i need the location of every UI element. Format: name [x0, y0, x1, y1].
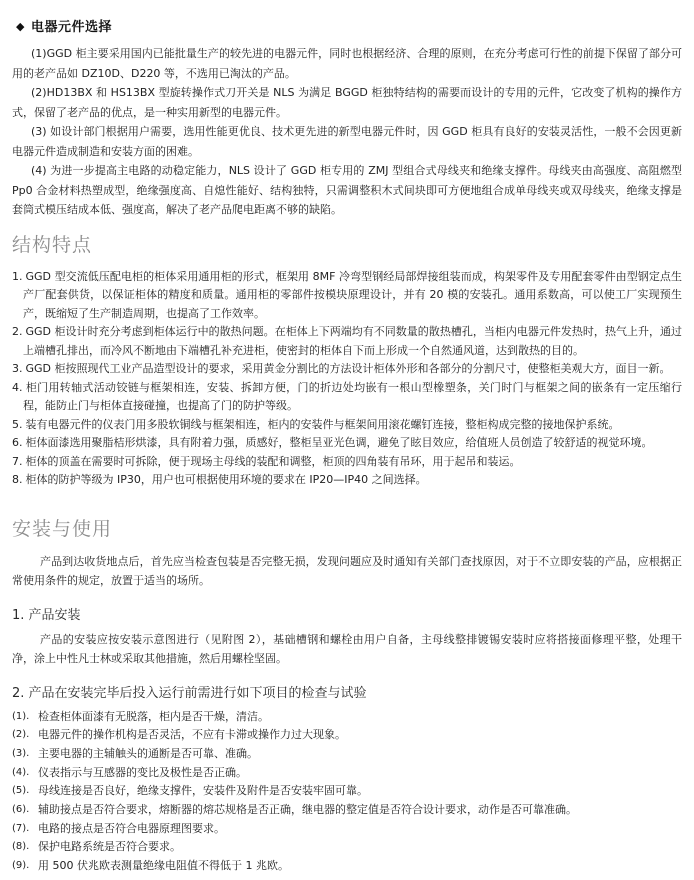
check-item-9 — [12, 857, 682, 876]
check-number: (9). — [12, 860, 30, 872]
feature-number: 6. — [12, 436, 23, 449]
subheading-pre-operation-checks: 2. 产品在安装完毕后投入运行前需进行如下项目的检查与试验 — [12, 685, 367, 701]
check-item-3 — [12, 745, 682, 764]
diamond-bullet-icon: ◆ — [16, 20, 25, 33]
feature-item-8 — [12, 471, 682, 490]
check-number: (6). — [12, 804, 30, 816]
feature-item-4 — [12, 379, 682, 416]
check-number: (1). — [12, 710, 30, 722]
feature-number: 4. — [12, 380, 23, 394]
component-paragraph-1: (1)GGD 柜主要采用国内已能批量生产的较先进的电器元件，同时也根据经济、合理的原则，在充分考虑可行性的前提下保留了部分可用的老产品如 DZ10D、D220 等，不选用已淘汰的产品。 — [12, 47, 682, 80]
feature-text: 装有电器元件的仪表门用多股软铜线与框架相连，柜内的安装件与框架间用滚花螺钉连接，整柜构成完整的接地保护系统。 — [25, 417, 620, 431]
check-number: (3). — [12, 747, 30, 759]
install-intro-paragraph: 产品到达收货地点后，首先应当检查包装是否完整无损，发现问题应及时通知有关部门查找原因，对于不立即安装的产品，应根据正常使用条件的规定，放置于适当的场所。 — [12, 554, 682, 587]
feature-number: 5. — [12, 417, 23, 431]
section-heading-install: 安装与使用 — [12, 517, 113, 540]
component-paragraph-3: (3) 如设计部门根据用户需要，选用性能更优良、技术更先进的新型电器元件时，因 GGD 柜具有良好的安装灵活性，一般不会因更新电器元件造成制造和安装方面的困难。 — [12, 125, 682, 158]
check-item-5 — [12, 782, 682, 801]
feature-text: GGD 柜设计时充分考虑到柜体运行中的散热问题。在柜体上下两端均有不同数量的散热槽孔，当柜内电器元件发热时，热气上升，通过上端槽孔排出，而冷风不断地由下端槽孔补充进柜，使密封的柜体自下而上形成一个自然通风道，达到散热的目的。 — [23, 325, 682, 357]
check-number: (7). — [12, 822, 30, 834]
check-text: 仪表指示与互感器的变比及极性是否正确。 — [38, 765, 247, 779]
feature-item-2 — [12, 323, 682, 360]
check-text: 电器元件的操作机构是否灵活，不应有卡滞或操作力过大现象。 — [38, 728, 346, 742]
feature-text: 柜体的顶盖在需要时可拆除，便于现场主母线的装配和调整，柜顶的四角装有吊环，用于起吊和装运。 — [25, 454, 521, 468]
install-procedure-paragraph: 产品的安装应按安装示意图进行（见附图 2），基础槽钢和螺栓由用户自备，主母线整排镀锡安装时应将搭接面修理平整，处理干净，涂上中性凡士林或采取其他措施，然后用螺栓坚固。 — [12, 632, 682, 665]
feature-number: 1. — [12, 269, 23, 283]
check-number: (2). — [12, 729, 30, 741]
check-item-1 — [12, 708, 682, 727]
feature-number: 2. — [12, 325, 23, 338]
feature-number: 8. — [12, 473, 23, 486]
check-text: 主要电器的主辅触头的通断是否可靠、准确。 — [38, 746, 258, 760]
feature-item-6 — [12, 434, 682, 453]
feature-number: 7. — [12, 454, 23, 468]
check-item-4 — [12, 764, 682, 783]
feature-item-5 — [12, 416, 682, 435]
check-number: (5). — [12, 785, 30, 797]
check-text: 用 500 伏兆欧表测量绝缘电阻值不得低于 1 兆欧。 — [38, 859, 289, 873]
check-text: 电路的接点是否符合电器原理图要求。 — [38, 821, 225, 835]
check-text: 母线连接是否良好，绝缘支撑件，安装件及附件是否安装牢固可靠。 — [38, 784, 368, 798]
feature-item-1 — [12, 268, 682, 324]
check-number: (8). — [12, 841, 30, 853]
check-item-7 — [12, 820, 682, 839]
feature-text: 柜门用转轴式活动铰链与框架相连，安装、拆卸方便，门的折边处均嵌有一根山型橡塑条，关门时门与框架之间的嵌条有一定压缩行程，能防止门与柜体直接碰撞，也提高了门的防护等级。 — [23, 380, 682, 412]
feature-text: 柜体面漆选用聚脂桔形烘漆，具有附着力强，质感好，整柜呈亚光色调，避免了眩目效应，给值班人员创造了较舒适的视觉环境。 — [25, 436, 653, 449]
subheading-product-install: 1. 产品安装 — [12, 607, 81, 623]
check-text: 检查柜体面漆有无脱落，柜内是否干燥，清洁。 — [38, 709, 269, 723]
check-number: (4). — [12, 766, 30, 778]
pre-operation-check-list — [12, 708, 682, 876]
feature-item-7 — [12, 453, 682, 472]
check-item-2 — [12, 726, 682, 745]
check-text: 保护电路系统是否符合要求。 — [38, 840, 181, 854]
section-title-component-selection — [16, 16, 682, 35]
check-item-6 — [12, 801, 682, 820]
check-item-8 — [12, 838, 682, 857]
component-paragraph-2: (2)HD13BX 和 HS13BX 型旋转操作式刀开关是 NLS 为满足 BGGD 柜独特结构的需要而设计的专用的元件，它改变了机构的操作方式，保留了老产品的优点，是一种实用新型的电器元件。 — [12, 86, 682, 119]
feature-text: 柜体的防护等级为 IP30，用户也可根据使用环境的要求在 IP20—IP40 之间选择。 — [25, 473, 427, 486]
section-heading-structure: 结构特点 — [12, 233, 93, 256]
component-paragraph-4: (4) 为进一步提高主电路的动稳定能力，NLS 设计了 GGD 柜专用的 ZMJ 型组合式母线夹和绝缘支撑件。母线夹由高强度、高阻燃型 Pp0 合金材料热塑成型，绝缘强度高、自熄性能好、结构独特，只需调整积木式间块即可方便地组合成单母线夹或双母线夹，绝缘支撑是套筒式模压结成本低、强度高，解决了老产品爬电距离不够的缺陷。 — [12, 164, 682, 216]
feature-text: GGD 柜按照现代工业产品造型设计的要求，采用黄金分割比的方法设计柜体外形和各部分的分割尺寸，使整柜美观大方，面目一新。 — [25, 362, 671, 375]
component-selection-title-text: 电器元件选择 — [30, 20, 112, 35]
structure-feature-list — [12, 268, 682, 490]
feature-number: 3. — [12, 362, 23, 375]
feature-item-3 — [12, 360, 682, 379]
feature-text: GGD 型交流低压配电柜的柜体采用通用柜的形式，框架用 8MF 冷弯型钢经局部焊接组装而成，构架零件及专用配套零件由型钢定点生产厂配套供货，以保证柜体的精度和质量。通用柜的零部件按模块原理设计，并有 20 模的安装孔。通用系数高，可以使工厂实现预生产，既缩短了生产制造周期，也提高了工作效率。 — [23, 269, 682, 320]
check-text: 辅助接点是否符合要求，熔断器的熔芯规格是否正确，继电器的整定值是否符合设计要求，动作是否可靠准确。 — [38, 803, 577, 817]
